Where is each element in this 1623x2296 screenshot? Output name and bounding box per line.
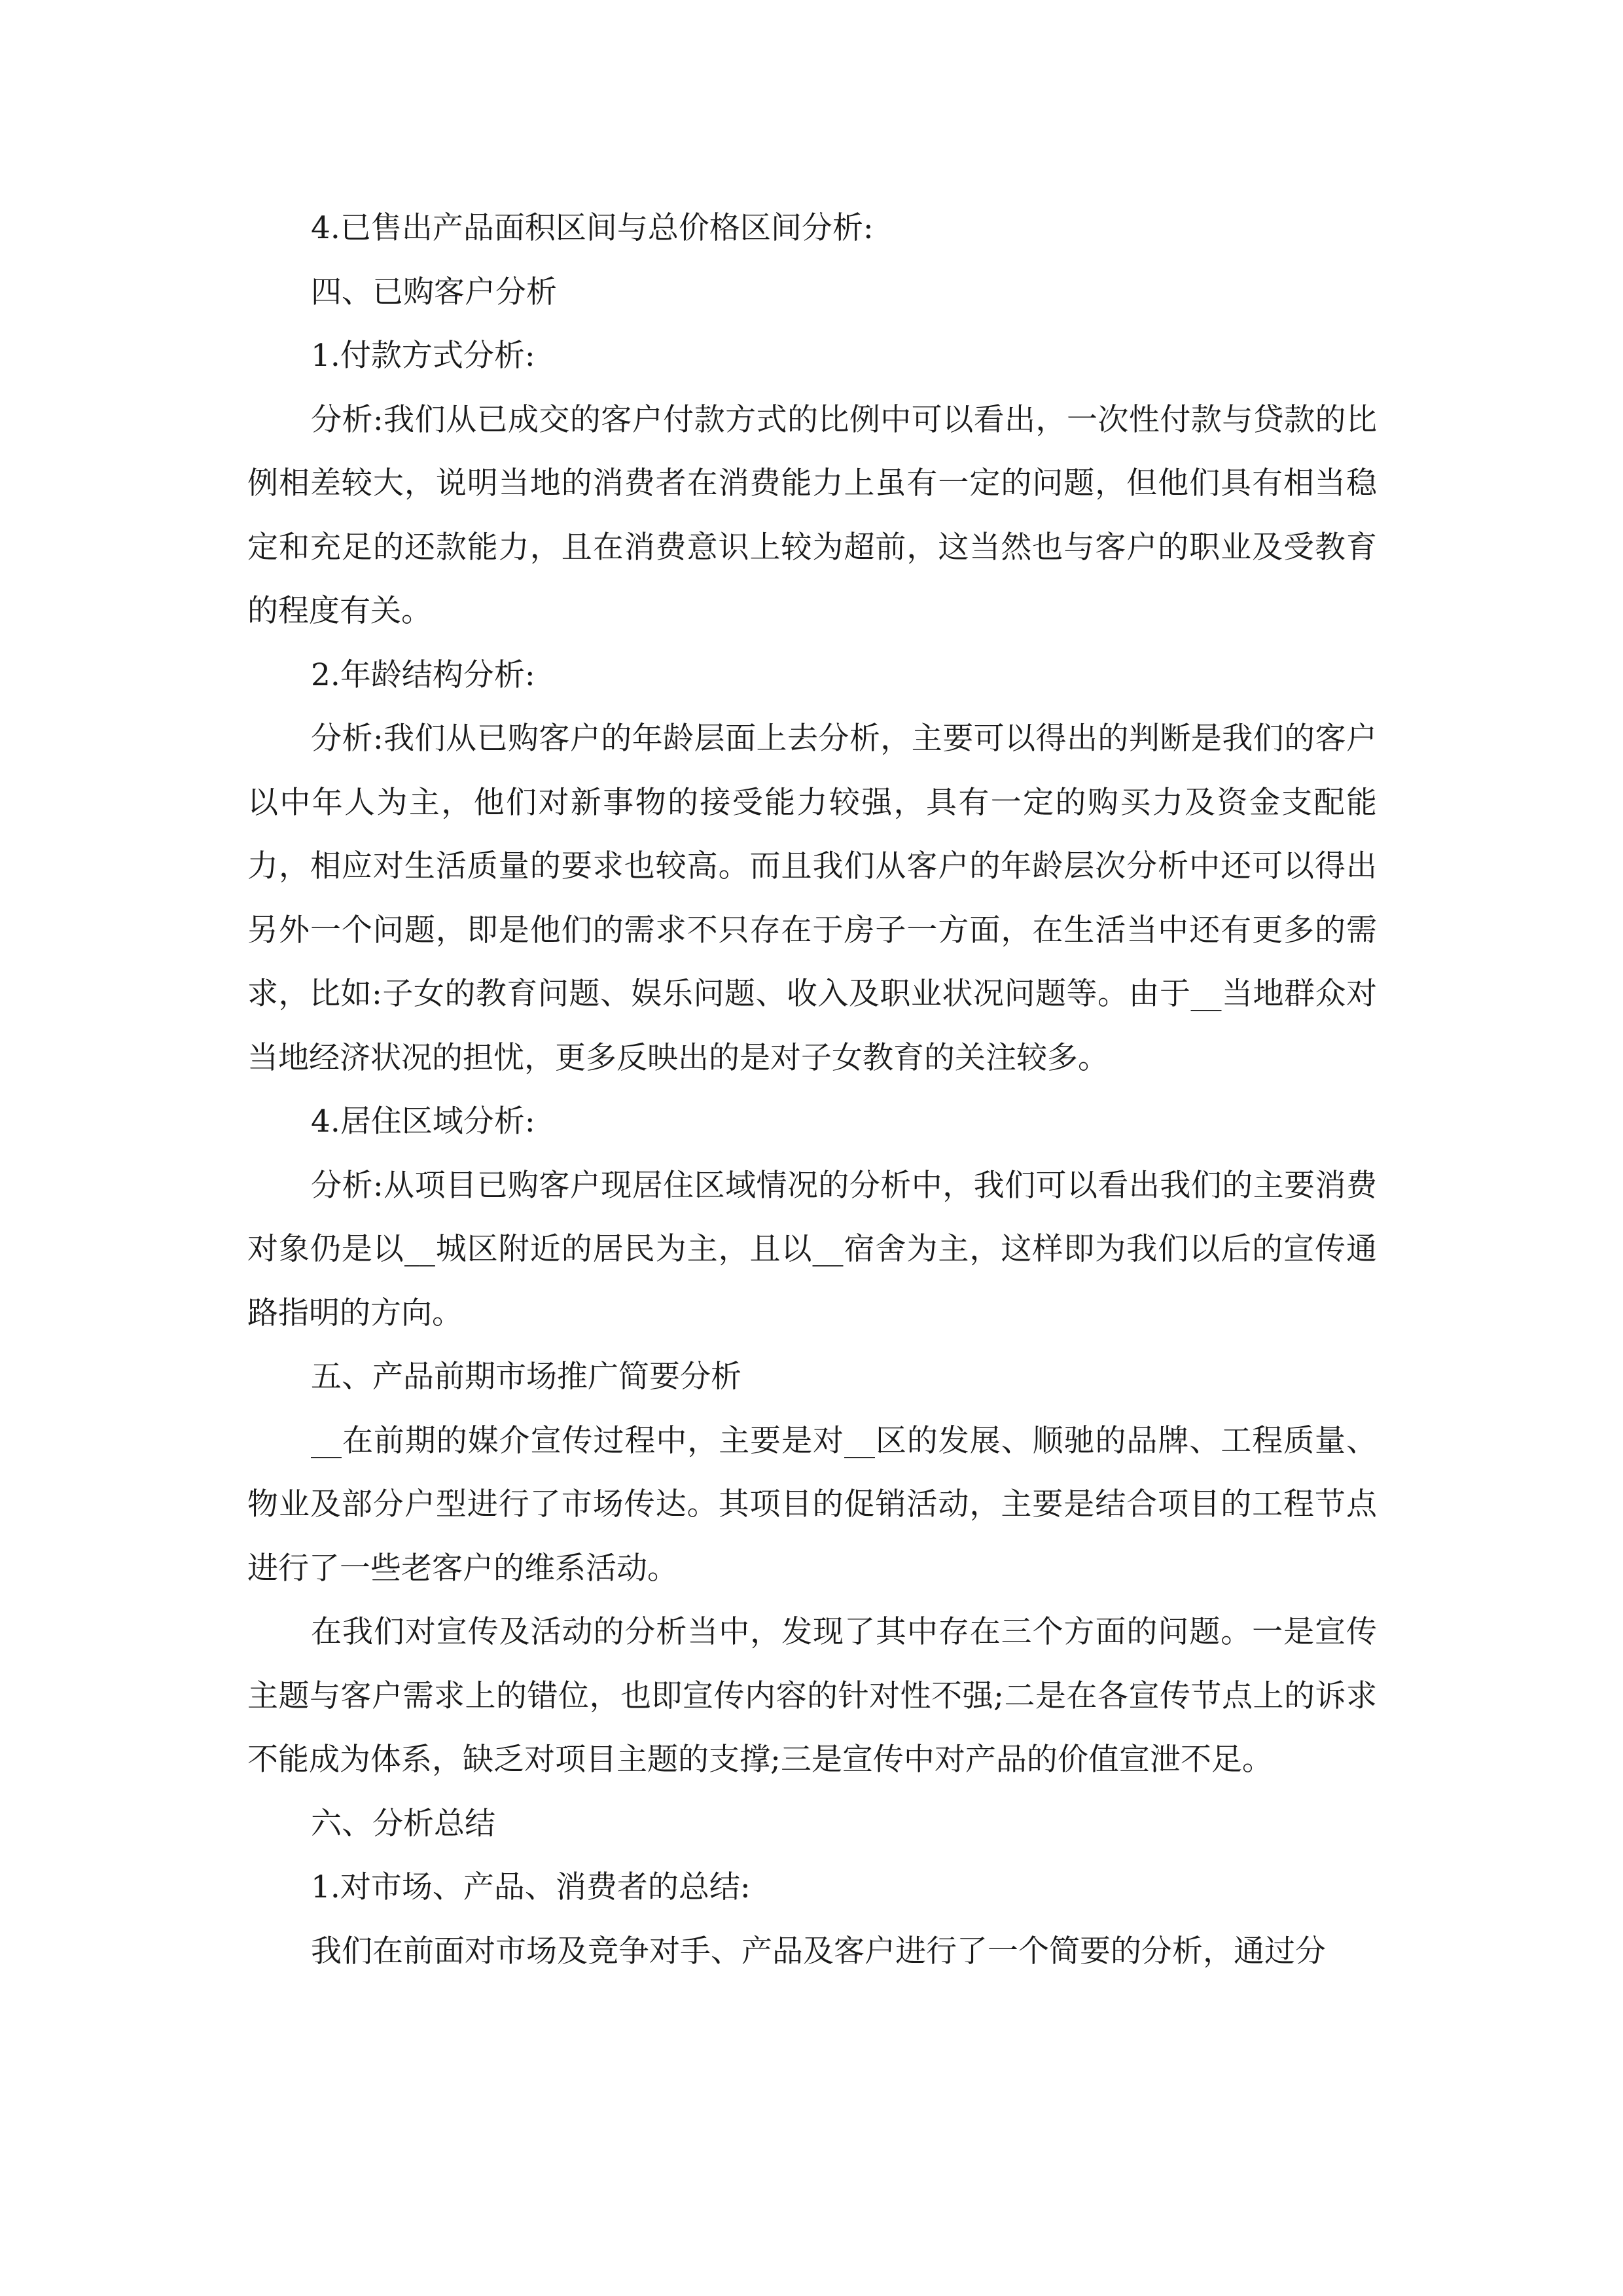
paragraph-media-promotion: __在前期的媒介宣传过程中，主要是对__区的发展、顺驰的品牌、工程质量、物业及部分户型进行了市场传达。其项目的促销活动，主要是结合项目的工程节点进行了一些老客户的维系活动。 bbox=[247, 1422, 1377, 1587]
paragraph-residence-analysis: 分析:从项目已购客户现居住区域情况的分析中，我们可以看出我们的主要消费对象仍是以__城区附近的居民为主，且以__宿舍为主，这样即为我们以后的宣传通路指明的方向。 bbox=[247, 1167, 1377, 1331]
paragraph-payment-analysis: 分析:我们从已成交的客户付款方式的比例中可以看出，一次性付款与贷款的比例相差较大，说明当地的消费者在消费能力上虽有一定的问题，但他们具有相当稳定和充足的还款能力，且在消费意识上较为超前，这当然也与客户的职业及受教育的程度有关。 bbox=[247, 401, 1377, 629]
subheading-residence-area: 4.居住区域分析: bbox=[311, 1103, 535, 1139]
section-heading-promotion-analysis: 五、产品前期市场推广简要分析 bbox=[311, 1359, 741, 1395]
paragraph-promotion-issues: 在我们对宣传及活动的分析当中，发现了其中存在三个方面的问题。一是宣传主题与客户需求上的错位，也即宣传内容的针对性不强;二是在各宣传节点上的诉求不能成为体系，缺乏对项目主题的支撑;三是宣传中对产品的价值宣泄不足。 bbox=[247, 1614, 1377, 1778]
section-heading-summary: 六、分析总结 bbox=[311, 1805, 495, 1842]
section-heading-customer-analysis: 四、已购客户分析 bbox=[311, 274, 557, 310]
paragraph-age-analysis: 分析:我们从已购客户的年龄层面上去分析，主要可以得出的判断是我们的客户以中年人为主，他们对新事物的接受能力较强，具有一定的购买力及资金支配能力，相应对生活质量的要求也较高。而且我们从客户的年龄层次分析中还可以得出另外一个问题，即是他们的需求不只存在于房子一方面，在生活当中还有更多的需求，比如:子女的教育问题、娱乐问题、收入及职业状况问题等。由于__当地群众对当地经济状况的担忧，更多反映出的是对子女教育的关注较多。 bbox=[247, 721, 1377, 1076]
section-heading-sold-area-price: 4.已售出产品面积区间与总价格区间分析: bbox=[311, 210, 874, 246]
subheading-market-summary: 1.对市场、产品、消费者的总结: bbox=[311, 1869, 751, 1905]
document-page bbox=[247, 196, 1377, 1983]
subheading-payment-method: 1.付款方式分析: bbox=[311, 338, 535, 374]
subheading-age-structure: 2.年龄结构分析: bbox=[311, 656, 535, 693]
paragraph-summary-start: 我们在前面对市场及竞争对手、产品及客户进行了一个简要的分析，通过分 bbox=[311, 1933, 1326, 1969]
